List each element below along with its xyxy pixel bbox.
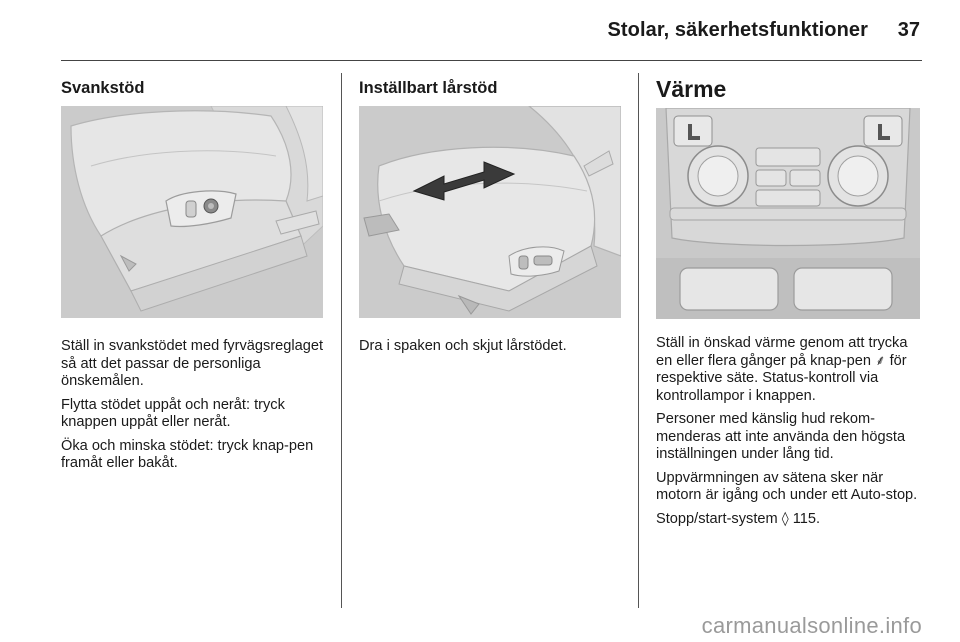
paragraph — [656, 511, 920, 529]
header-divider — [61, 60, 922, 61]
paragraph: Ställ in svankstödet med fyrvägsreglaget så att det passar de personliga önskemålen. — [61, 338, 324, 389]
console-heating-drawing — [656, 108, 920, 319]
section-heading-heating: Värme — [656, 76, 727, 102]
text-run: Ställ in önskad värme genom att trycka en eller flera gånger på knap-pen — [656, 335, 908, 369]
page-reference-icon: ◊ — [781, 510, 789, 527]
thigh-support-illustration — [359, 106, 621, 318]
watermark: carmanualsonline.info — [701, 613, 922, 638]
text-run: Stopp/start-system — [656, 510, 782, 527]
lumbar-support-text — [61, 338, 323, 473]
paragraph: Flytta stödet uppåt och neråt: tryck knappen uppåt eller neråt. — [61, 396, 285, 430]
lumbar-support-illustration — [61, 106, 323, 318]
paragraph: Personer med känslig hud rekom-menderas att inte använda den högsta inställningen under lång tid. — [656, 411, 906, 462]
thigh-support-text — [359, 338, 621, 356]
section-seat-heating — [656, 74, 920, 534]
seat-heating-icon: ⸙ — [875, 352, 886, 369]
section-heading-thigh: Inställbart lårstöd — [359, 79, 498, 97]
paragraph: Uppvärmningen av sätena sker när motorn är igång och under ett Auto-stop. — [656, 469, 918, 503]
paragraph — [656, 335, 920, 405]
seat-heating-text — [656, 335, 920, 528]
section-heading-lumbar: Svankstöd — [61, 79, 145, 97]
running-header-title: Stolar, säkerhetsfunktioner — [607, 19, 868, 41]
paragraph: Dra i spaken och skjut lårstödet. — [359, 338, 567, 354]
column-divider-1 — [341, 73, 342, 608]
seat-lumbar-drawing — [61, 106, 323, 318]
section-thigh-support — [359, 74, 621, 362]
section-lumbar-support — [61, 74, 323, 479]
text-run: för respektive säte. Status-kontroll via kontrollampor i knappen. — [656, 352, 907, 404]
page-number: 37 — [897, 19, 920, 41]
seat-heating-illustration — [656, 108, 920, 319]
text-run: 115. — [788, 510, 821, 527]
column-divider-2 — [638, 73, 639, 608]
seat-thigh-drawing — [359, 106, 621, 318]
paragraph: Öka och minska stödet: tryck knap-pen framåt eller bakåt. — [61, 437, 314, 471]
